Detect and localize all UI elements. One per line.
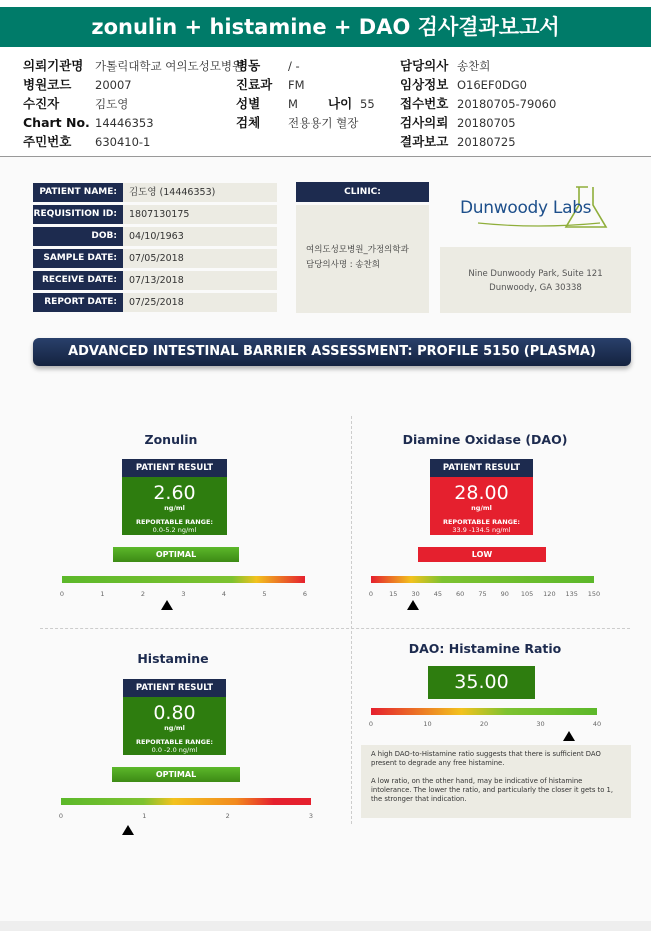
- dao-range: 33.9 -134.5 ng/ml: [452, 526, 511, 534]
- clinical-info-value: O16EF0DG0: [457, 78, 527, 92]
- requisition-id-value: 1807130175: [123, 205, 277, 224]
- dao-ticks: [368, 590, 601, 600]
- sample-date-value: 07/05/2018: [123, 249, 277, 268]
- dao-marker: [407, 600, 419, 610]
- hospital-value: 가톨릭대학교 여의도성모병원: [95, 59, 244, 73]
- histamine-tick-label: 1: [142, 812, 147, 820]
- dao-tick-label: 60: [456, 590, 465, 598]
- ratio-tick-label: 30: [536, 720, 545, 728]
- hospital-code-label: 병원코드: [23, 77, 72, 92]
- clinic-doctor: 담당의사명 : 송찬희: [306, 260, 380, 270]
- zonulin-tick-label: 6: [302, 590, 308, 598]
- resident-no-label: 주민번호: [23, 134, 72, 149]
- histamine-tick-label: 0: [58, 812, 64, 820]
- histamine-range-label: REPORTABLE RANGE:: [135, 738, 214, 746]
- histamine-tick-label: 3: [308, 812, 314, 820]
- zonulin-range: 0.0-5.2 ng/ml: [152, 526, 197, 534]
- receipt-no-value: 20180705-79060: [457, 97, 557, 111]
- patient-label: 수진자: [23, 96, 60, 111]
- vertical-divider: [351, 416, 352, 824]
- histamine-value: 0.80: [153, 702, 196, 724]
- zonulin-marker: [161, 600, 173, 610]
- histamine-result-header: PATIENT RESULT: [123, 679, 226, 697]
- ratio-tick-label: 0: [368, 720, 374, 728]
- dao-tick-label: 75: [478, 590, 487, 598]
- ratio-tick-label: 20: [479, 720, 489, 728]
- report-date-value: 07/25/2018: [123, 293, 277, 312]
- histamine-ticks: [58, 812, 314, 822]
- ratio-note: [361, 745, 631, 818]
- chart-no-label: Chart No.: [23, 115, 90, 130]
- lab-address: [440, 247, 631, 313]
- footer-strip: [0, 921, 651, 931]
- patient-name-value: 김도영 (14446353): [123, 183, 277, 202]
- dao-unit: ng/ml: [471, 504, 492, 512]
- report-date-label: REPORT DATE:: [33, 293, 123, 312]
- header-mid: [236, 55, 375, 131]
- doctor-value: 송찬희: [457, 59, 491, 73]
- zonulin-result-header: PATIENT RESULT: [122, 459, 227, 477]
- ratio-tick-label: 10: [423, 720, 432, 728]
- test-request-value: 20180705: [457, 116, 516, 130]
- dao-tick-label: 0: [368, 590, 374, 598]
- dunwoody-logo: [458, 183, 618, 233]
- age-label: 나이: [328, 96, 353, 111]
- histamine-scale-bar: [61, 798, 311, 805]
- receipt-no-label: 접수번호: [400, 96, 449, 111]
- clinic-name: 여의도성모병원_가정의학과: [306, 245, 409, 255]
- receive-date-value: 07/13/2018: [123, 271, 277, 290]
- sex-label: 성별: [236, 96, 261, 111]
- ratio-title: DAO: Histamine Ratio: [408, 641, 562, 656]
- chart-no-value: 14446353: [95, 116, 154, 130]
- lab-address-line1: Nine Dunwoody Park, Suite 121: [468, 269, 603, 279]
- header-left: [23, 55, 243, 150]
- ratio-marker: [563, 731, 575, 741]
- zonulin-tick-label: 1: [100, 590, 105, 598]
- dao-result-header: PATIENT RESULT: [430, 459, 533, 477]
- lab-address-line2: Dunwoody, GA 30338: [489, 283, 582, 293]
- ward-value: / -: [288, 59, 300, 73]
- result-report-label: 결과보고: [400, 134, 449, 149]
- specimen-label: 검체: [236, 115, 261, 130]
- clinic-body: [296, 205, 429, 313]
- dao-tick-label: 30: [411, 590, 420, 598]
- dao-range-label: REPORTABLE RANGE:: [442, 518, 521, 526]
- dao-tick-label: 135: [565, 590, 578, 598]
- department-value: FM: [288, 78, 305, 92]
- zonulin-unit: ng/ml: [164, 504, 185, 512]
- sample-date-label: SAMPLE DATE:: [33, 249, 123, 268]
- dob-label: DOB:: [33, 227, 123, 246]
- dao-tick-label: 120: [543, 590, 556, 598]
- horizontal-divider: [40, 628, 630, 629]
- test-request-label: 검사의뢰: [400, 115, 449, 130]
- dao-status: LOW: [418, 547, 546, 562]
- histamine-unit: ng/ml: [164, 724, 185, 732]
- dao-value: 28.00: [454, 482, 509, 504]
- report-title: zonulin + histamine + DAO 검사결과보고서: [0, 7, 651, 47]
- zonulin-title: Zonulin: [144, 432, 198, 447]
- ratio-ticks: [368, 720, 602, 730]
- histamine-result-box: [123, 697, 226, 755]
- zonulin-tick-label: 2: [140, 590, 146, 598]
- ratio-tick-label: 40: [592, 720, 602, 728]
- ratio-note-low: A low ratio, on the other hand, may be indicative of histamine intolerance. The lower the ratio, and particularly the closer it gets to 1, the stronger that indication.: [371, 777, 614, 803]
- dao-tick-label: 150: [587, 590, 601, 598]
- department-label: 진료과: [236, 77, 273, 92]
- zonulin-scale-bar: [62, 576, 305, 583]
- histamine-status: OPTIMAL: [112, 767, 240, 782]
- dao-tick-label: 15: [389, 590, 398, 598]
- requisition-id-label: REQUISITION ID:: [33, 205, 123, 224]
- assessment-banner: ADVANCED INTESTINAL BARRIER ASSESSMENT: PROFILE 5150 (PLASMA): [33, 338, 631, 366]
- receive-date-label: RECEIVE DATE:: [33, 271, 123, 290]
- zonulin-status: OPTIMAL: [113, 547, 239, 562]
- dao-tick-label: 90: [500, 590, 509, 598]
- zonulin-tick-label: 0: [59, 590, 65, 598]
- zonulin-range-label: REPORTABLE RANGE:: [135, 518, 214, 526]
- clinical-info-label: 임상정보: [400, 77, 449, 92]
- dao-tick-label: 105: [520, 590, 534, 598]
- ratio-note-high: A high DAO-to-Histamine ratio suggests that there is sufficient DAO present to degrade any free histamine.: [371, 750, 601, 767]
- ratio-value: 35.00: [428, 666, 535, 699]
- clinic-header: CLINIC:: [296, 182, 429, 202]
- zonulin-result-box: [122, 477, 227, 535]
- histamine-tick-label: 2: [225, 812, 230, 820]
- zonulin-ticks: [59, 590, 308, 600]
- specimen-value: 전용용기 혈장: [288, 116, 359, 130]
- result-report-value: 20180725: [457, 135, 516, 149]
- zonulin-value: 2.60: [153, 482, 196, 504]
- dao-title: Diamine Oxidase (DAO): [402, 432, 568, 447]
- lab-logo-text: Dunwoody Labs: [460, 198, 592, 218]
- histamine-title: Histamine: [137, 651, 209, 666]
- dao-scale-bar: [371, 576, 594, 583]
- zonulin-tick-label: 3: [181, 590, 186, 598]
- patient-name-label: PATIENT NAME:: [33, 183, 123, 202]
- patient-value: 김도영: [95, 97, 129, 111]
- histamine-range: 0.0 -2.0 ng/ml: [151, 746, 198, 754]
- dao-result-box: [430, 477, 533, 535]
- zonulin-tick-label: 4: [221, 590, 227, 598]
- dob-value: 04/10/1963: [123, 227, 277, 246]
- hospital-code-value: 20007: [95, 78, 132, 92]
- ratio-scale-bar: [371, 708, 597, 715]
- histamine-marker: [122, 825, 134, 835]
- dao-tick-label: 45: [433, 590, 443, 598]
- header-right: [400, 55, 556, 150]
- sex-value: M: [288, 97, 298, 111]
- ward-label: 병동: [236, 58, 261, 73]
- zonulin-tick-label: 5: [262, 590, 267, 598]
- hospital-label: 의뢰기관명: [23, 58, 84, 73]
- doctor-label: 담당의사: [400, 58, 449, 73]
- age-value: 55: [360, 97, 375, 111]
- resident-no-value: 630410-1: [95, 135, 151, 149]
